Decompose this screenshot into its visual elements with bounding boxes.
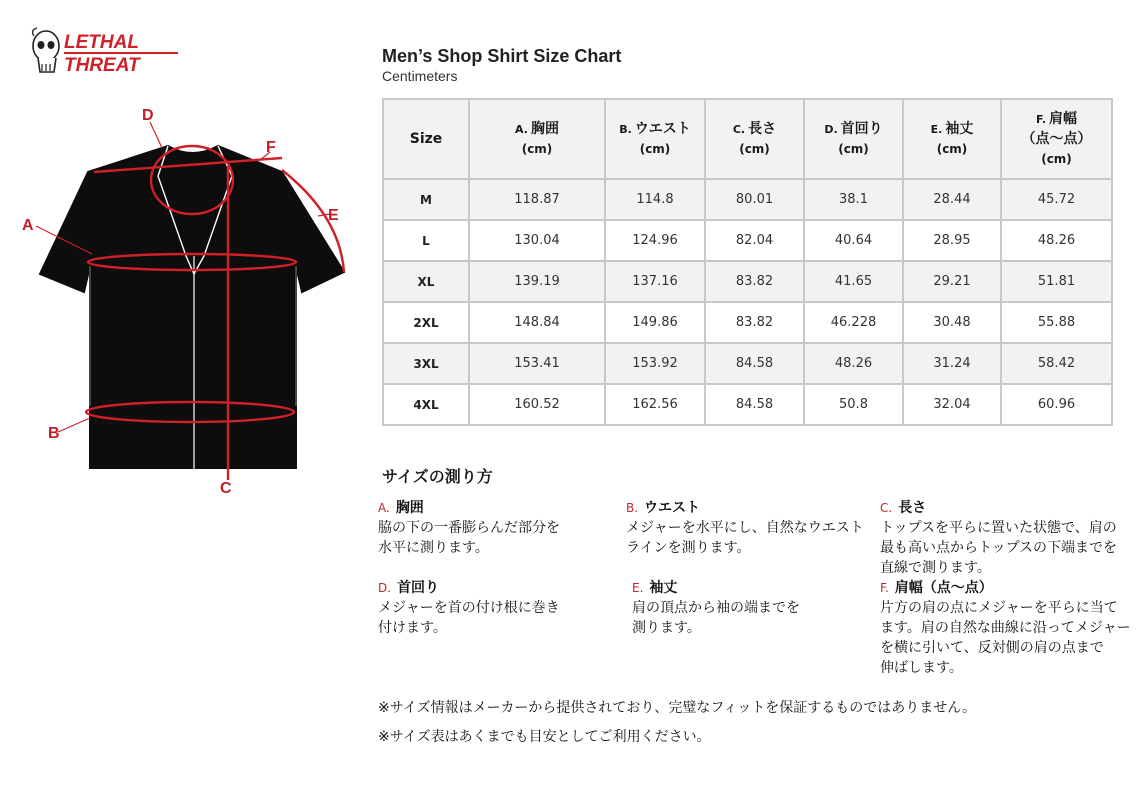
shirt-measurement-diagram	[18, 96, 358, 496]
size-cell: 3XL	[383, 343, 469, 384]
header-neck: D. 首回り (cm)	[804, 99, 903, 179]
value-cell: 50.8	[804, 384, 903, 425]
header-shoulder: F. 肩幅 （点～点） (cm)	[1001, 99, 1112, 179]
value-cell: 160.52	[469, 384, 605, 425]
label-c: C	[220, 480, 232, 496]
lethal-threat-logo	[28, 24, 188, 84]
howto-item-shoulder: F. 肩幅（点～点） 片方の肩の点にメジャーを平らに当て ます。肩の自然な曲線に沿ってメジャー を横に引いて、反対側の肩の点まで 伸ばします。	[880, 580, 1131, 676]
table-row	[383, 302, 1112, 343]
table-row	[383, 384, 1112, 425]
value-cell: 28.44	[903, 179, 1001, 220]
value-cell: 46.228	[804, 302, 903, 343]
howto-item-chest: A. 胸囲 脇の下の一番膨らんだ部分を 水平に測ります。	[378, 500, 560, 556]
value-cell: 84.58	[705, 343, 804, 384]
howto-item-waist: B. ウエスト メジャーを水平にし、自然なウエスト ラインを測ります。	[626, 500, 864, 556]
chart-subtitle: Centimeters	[382, 68, 458, 84]
value-cell: 80.01	[705, 179, 804, 220]
value-cell: 149.86	[605, 302, 705, 343]
value-cell: 48.26	[804, 343, 903, 384]
value-cell: 32.04	[903, 384, 1001, 425]
value-cell: 162.56	[605, 384, 705, 425]
label-e: E	[328, 207, 339, 224]
value-cell: 55.88	[1001, 302, 1112, 343]
value-cell: 153.92	[605, 343, 705, 384]
guideline-note: ※サイズ表はあくまでも目安としてご利用ください。	[378, 729, 711, 745]
label-b: B	[48, 425, 60, 442]
value-cell: 40.64	[804, 220, 903, 261]
value-cell: 130.04	[469, 220, 605, 261]
value-cell: 45.72	[1001, 179, 1112, 220]
value-cell: 153.41	[469, 343, 605, 384]
header-length: C. 長さ (cm)	[705, 99, 804, 179]
value-cell: 137.16	[605, 261, 705, 302]
value-cell: 30.48	[903, 302, 1001, 343]
value-cell: 31.24	[903, 343, 1001, 384]
value-cell: 83.82	[705, 261, 804, 302]
value-cell: 82.04	[705, 220, 804, 261]
skull-icon	[33, 28, 59, 72]
value-cell: 148.84	[469, 302, 605, 343]
header-chest: A. 胸囲 (cm)	[469, 99, 605, 179]
value-cell: 60.96	[1001, 384, 1112, 425]
size-cell: 4XL	[383, 384, 469, 425]
chart-title: Men’s Shop Shirt Size Chart	[382, 46, 622, 66]
size-cell: L	[383, 220, 469, 261]
table-header-row	[383, 99, 1112, 179]
disclaimer-note: ※サイズ情報はメーカーから提供されており、完璧なフィットを保証するものではありません。	[378, 700, 977, 716]
value-cell: 118.87	[469, 179, 605, 220]
label-a: A	[22, 217, 34, 234]
value-cell: 84.58	[705, 384, 804, 425]
header-waist: B. ウエスト (cm)	[605, 99, 705, 179]
label-d: D	[142, 107, 154, 124]
value-cell: 114.8	[605, 179, 705, 220]
table-row	[383, 343, 1112, 384]
size-cell: M	[383, 179, 469, 220]
howto-item-neck: D. 首回り メジャーを首の付け根に巻き 付けます。	[378, 580, 560, 636]
value-cell: 139.19	[469, 261, 605, 302]
label-f: F	[266, 139, 276, 156]
table-row	[383, 220, 1112, 261]
header-sleeve: E. 袖丈 (cm)	[903, 99, 1001, 179]
value-cell: 58.42	[1001, 343, 1112, 384]
table-row	[383, 261, 1112, 302]
brand-line-2: THREAT	[64, 55, 140, 76]
brand-line-1: LETHAL	[64, 32, 139, 53]
value-cell: 38.1	[804, 179, 903, 220]
value-cell: 28.95	[903, 220, 1001, 261]
howto-title: サイズの測り方	[382, 467, 493, 486]
value-cell: 51.81	[1001, 261, 1112, 302]
size-cell: 2XL	[383, 302, 469, 343]
value-cell: 48.26	[1001, 220, 1112, 261]
howto-item-sleeve: E. 袖丈 肩の頂点から袖の端までを 測ります。	[632, 580, 800, 636]
value-cell: 83.82	[705, 302, 804, 343]
howto-item-length: C. 長さ トップスを平らに置いた状態で、肩の 最も高い点からトップスの下端までを 直線で測ります。	[880, 500, 1118, 576]
size-cell: XL	[383, 261, 469, 302]
value-cell: 29.21	[903, 261, 1001, 302]
value-cell: 41.65	[804, 261, 903, 302]
value-cell: 124.96	[605, 220, 705, 261]
header-size: Size	[383, 99, 469, 179]
table-row	[383, 179, 1112, 220]
size-chart-table	[382, 98, 1113, 426]
